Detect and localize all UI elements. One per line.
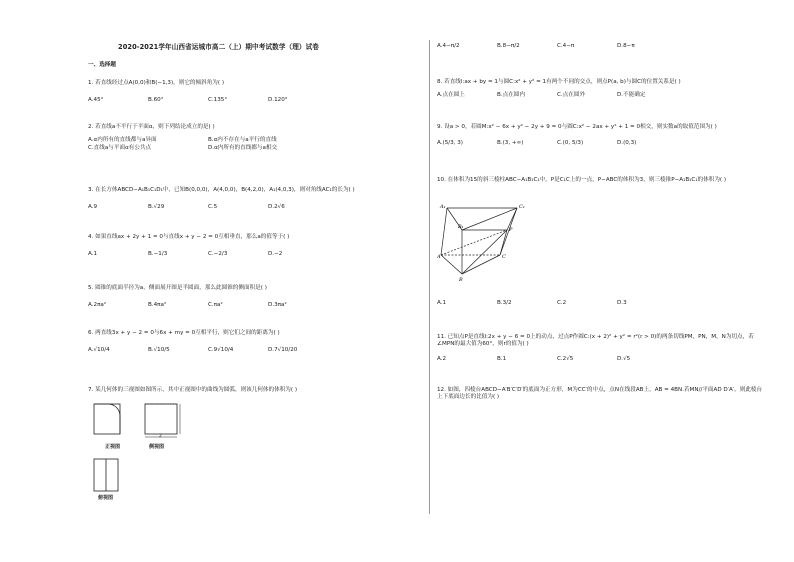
option-a[interactable]: A.(5/3, 3) [437, 139, 463, 146]
question-12 [437, 387, 767, 401]
question-2 [88, 124, 418, 153]
section-heading: 一、选择题 [88, 62, 116, 68]
option-c[interactable]: C.2√5 [557, 355, 574, 362]
option-a[interactable]: A.点在圆上 [437, 91, 465, 98]
question-stem: 5. 圆锥的底面半径为a，侧面展开图是半圆面，那么此圆锥的侧面积是( ) [88, 285, 267, 291]
label-c1: C₁ [519, 204, 525, 210]
option-a[interactable]: A.9 [88, 203, 98, 210]
question-11 [437, 334, 767, 363]
option-d[interactable]: D.√5 [617, 355, 631, 362]
option-d[interactable]: D.2√6 [268, 203, 285, 210]
question-options [88, 302, 418, 309]
question-7 [88, 387, 418, 394]
option-d[interactable]: D.7√10/20 [268, 346, 298, 353]
option-a[interactable]: A.4−π/2 [437, 43, 460, 49]
option-b[interactable]: B.8−π/2 [497, 43, 520, 49]
column-divider [429, 40, 430, 514]
question-options [437, 300, 767, 307]
label-b1: B₁ [458, 224, 464, 230]
option-d[interactable]: D.不能确定 [617, 91, 646, 98]
option-c[interactable]: C.5 [208, 203, 218, 210]
front-view-label: 正视图 [105, 444, 121, 450]
question-stem: 8. 若直线l:ax + by = 1与圆C:x² + y² = 1有两个不同的交点，则点P(a, b)与圆C的位置关系是( ) [437, 79, 681, 85]
question-stem: 4. 如果直线ax + 2y + 1 = 0与直线x + y − 2 = 0互相垂直，那么a的值等于( ) [88, 234, 290, 240]
option-a[interactable]: A.1 [88, 250, 98, 257]
question-options [88, 204, 418, 211]
option-a[interactable]: A.1 [437, 300, 447, 306]
question-stem: 1. 若直线经过点A(0,0)和B(−1,3)，则它的倾斜角为( ) [88, 80, 225, 86]
option-b[interactable]: B.1 [497, 355, 507, 362]
question-options [437, 140, 767, 147]
option-b[interactable]: B.−1/3 [148, 250, 168, 257]
option-d[interactable]: D.α内所有的直线都与a相交 [208, 145, 278, 152]
option-b[interactable]: B.60° [148, 96, 164, 103]
question-stem: 3. 在长方体ABCD−A₁B₁C₁D₁中，已知B(0,0,0)，A(4,0,0)，B(4,2,0)，A₁(4,0,3)，则对角线AC₁的长为( ) [88, 187, 355, 193]
label-a: A [437, 254, 441, 260]
question-options [437, 356, 767, 363]
top-view [94, 459, 118, 491]
option-a[interactable]: A.2πa² [88, 301, 107, 308]
prism-figure [437, 200, 527, 290]
question-options [88, 136, 418, 153]
option-c[interactable]: C.2 [557, 300, 567, 306]
question-4 [88, 234, 418, 258]
option-c[interactable]: C.9√10/4 [208, 346, 234, 353]
option-d[interactable]: D.120° [268, 96, 288, 103]
side-view [145, 404, 180, 437]
question-stem: 2. 若直线a不平行于平面α，则下列结论成立的是( ) [88, 124, 215, 130]
option-d[interactable]: D.−2 [268, 250, 283, 257]
option-a[interactable]: A.45° [88, 96, 104, 103]
page-title: 2020-2021学年山西省运城市高二（上）期中考试数学（理）试卷 [118, 43, 319, 51]
question-9 [437, 124, 767, 147]
option-d[interactable]: D.3πa² [268, 301, 287, 308]
option-a[interactable]: A.√10/4 [88, 346, 110, 353]
option-c[interactable]: C.πa² [208, 301, 223, 308]
label-p: P [509, 227, 513, 233]
option-c[interactable]: C.点在圆外 [557, 91, 586, 98]
option-a[interactable]: A.2 [437, 355, 447, 362]
side-view-label: 侧视图 [149, 444, 165, 450]
option-d[interactable]: D.3 [617, 300, 627, 306]
option-c[interactable]: C.4−π [557, 43, 575, 49]
option-c[interactable]: C.135° [208, 96, 228, 103]
question-options [88, 347, 418, 354]
label-a1: A₁ [440, 204, 446, 210]
option-a[interactable]: A.α内所有的直线都与a异面 [88, 136, 157, 143]
question-stem: 12. 如图，四棱台ABCD−A′B′C′D′的底面为正方形，M为CC′的中点，点N在线段AB上，AB = 4BN.若MN//平面AD D′A′，则此棱台上下底面边长的比值为( ) [437, 387, 763, 400]
option-b[interactable]: B.点在圆内 [497, 91, 525, 98]
option-b[interactable]: B.√29 [148, 203, 165, 210]
option-b[interactable]: B.α内不存在与a平行的直线 [208, 136, 277, 143]
label-c: C [502, 254, 506, 260]
question-8 [437, 79, 767, 99]
question-stem: 7. 某几何体的三视图如图所示，其中正视图中的曲线为圆弧，则该几何体的体积为( ) [88, 387, 298, 393]
question-stem: 9. 设a > 0，若圆M:x² − 6x + y² − 2y + 9 = 0与圆C:x² − 2ax + y² + 1 = 0相交，则实数a的取值范围为( ) [437, 124, 717, 130]
question-options [88, 97, 418, 104]
option-b[interactable]: B.√10/5 [148, 346, 170, 353]
question-options [437, 92, 767, 99]
option-b[interactable]: B.(3, +∞) [497, 139, 524, 146]
question-stem: 11. 已知点P是直线l:2x + y − 6 = 0上的动点，过点P作圆C:(x + 2)² + y² = r²(r > 0)的两条切线PM，PN，M，N为切点，若∠MPN的最大值为60°，则r的值为( ) [437, 334, 754, 347]
question-5 [88, 285, 418, 309]
label-b: B [459, 277, 463, 283]
question-7-options [437, 43, 767, 50]
question-stem: 6. 两直线3x + y − 2 = 0与6x + my = 0互相平行，则它们之间的距离为( ) [88, 330, 280, 336]
question-10 [437, 177, 767, 184]
option-c[interactable]: C.−2/3 [208, 250, 228, 257]
question-10-options [437, 300, 767, 307]
option-b[interactable]: B.4πa² [148, 301, 167, 308]
question-options [437, 43, 767, 50]
option-d[interactable]: D.8−π [617, 43, 635, 49]
option-d[interactable]: D.(0,3) [617, 139, 637, 146]
question-stem: 10. 在体积为15的斜三棱柱ABC−A₁B₁C₁中，P是C₁C上的一点，P−ABC的体积为3，则三棱锥P−A₁B₁C₁的体积为( ) [437, 177, 727, 183]
front-view [94, 404, 120, 434]
question-3 [88, 187, 418, 211]
question-options [88, 251, 418, 258]
question-6 [88, 330, 418, 354]
option-c[interactable]: C.(0, 5/3) [557, 139, 584, 146]
question-1 [88, 80, 418, 104]
option-b[interactable]: B.3/2 [497, 300, 512, 306]
option-c[interactable]: C.直线a与平面α有公共点 [88, 145, 152, 152]
top-view-label: 俯视图 [98, 495, 114, 501]
dimension-label: 2 [159, 434, 162, 439]
